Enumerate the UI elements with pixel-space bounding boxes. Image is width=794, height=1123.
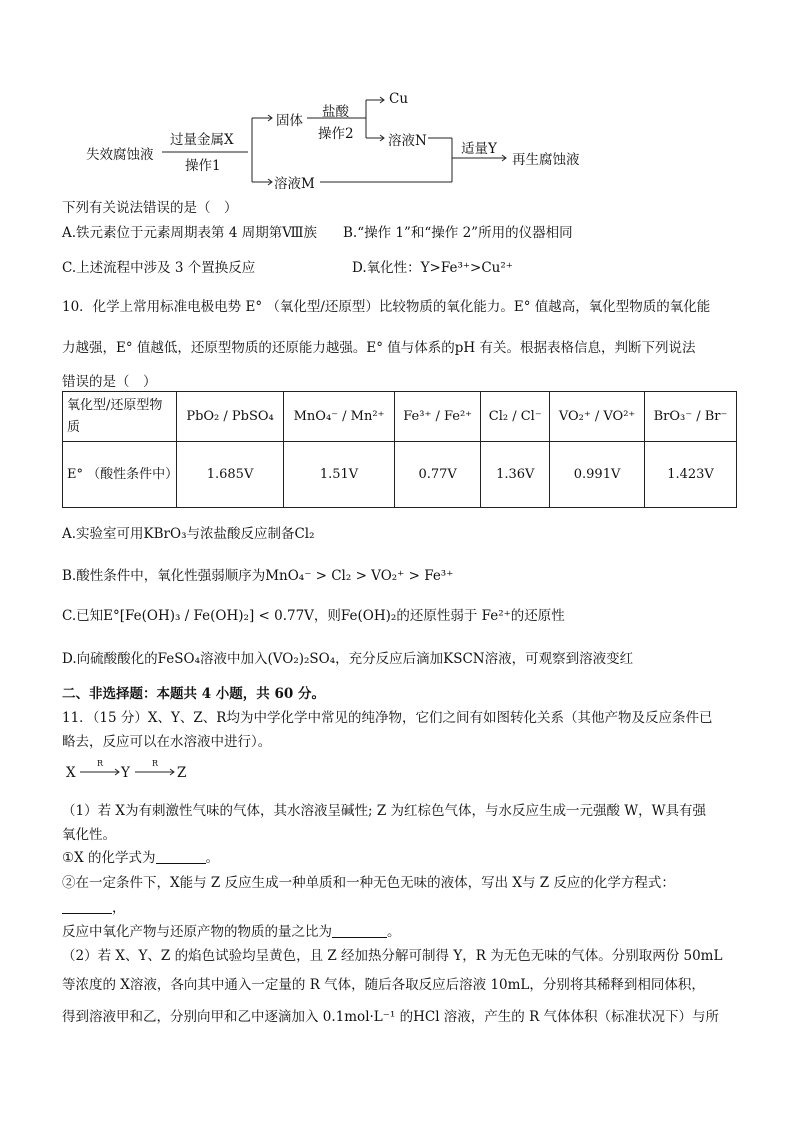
table-value-cell: 0.77V [394,442,480,508]
q11-part1-q1-end: 。 [205,850,220,866]
electrode-potential-table [62,391,737,508]
flow-solution-m-label: 溶液M [274,176,315,192]
q11-part2-line3: 得到溶液甲和乙，分别向甲和乙中逐滴加入 0.1mol·L⁻¹ 的HCl 溶液，产生的 R 气体体积（标准状况下）与所 [62,1009,720,1025]
q10-option-a: A.实验室可用KBrO₃与浓盐酸反应制备Cl₂ [62,526,315,542]
q11-part1-q2-end: ， [112,900,126,916]
answer-blank[interactable] [332,923,387,938]
flow-arrow2-top-label: 盐酸 [322,104,349,120]
table-pair-cell: Cl₂ / Cl⁻ [481,392,550,442]
table-pair-cell: Fe³⁺ / Fe²⁺ [394,392,480,442]
q11-part1-q1 [62,846,219,866]
table-row-label: E° （酸性条件中） [63,442,177,508]
q11-part1-q2-answer [62,896,126,916]
flow-solid-label: 固体 [276,113,303,129]
flow-cu-label: Cu [389,91,409,107]
q9-option-d-prefix: D.氧化性： [352,260,421,276]
flow-end-label: 再生腐蚀液 [512,152,580,168]
table-header-row [63,392,737,442]
table-value-row [63,442,737,508]
q10-stem-line2: 力越强，E° 值越低，还原型物质的还原能力越强。E° 值与体系的pH 有关。根据表格信息，判断下列说法 [62,340,696,356]
table-value-cell: 1.36V [481,442,550,508]
table-header-label: 氧化型/还原型物质 [63,392,177,442]
answer-blank[interactable] [156,849,206,864]
q9-stem: 下列有关说法错误的是（ ） [62,200,238,216]
chain-r1-label: R [97,759,104,768]
table-pair-cell: MnO₄⁻ / Mn²⁺ [284,392,395,442]
q10-option-c: C.已知E°[Fe(OH)₃ / Fe(OH)₂] < 0.77V，则Fe(OH)₂的还原性弱于 Fe²⁺的还原性 [62,608,565,624]
q11-part1-q3-end: 。 [387,924,401,940]
q10-option-d: D.向硫酸酸化的FeSO₄溶液中加入(VO₂)₂SO₄，充分反应后滴加KSCN溶液，可观察到溶液变红 [62,651,634,667]
table-pair-cell: VO₂⁺ / VO²⁺ [550,392,645,442]
table-value-cell: 1.685V [177,442,284,508]
flow-arrow3-top-label: 适量Y [461,141,497,157]
chain-y: Y [121,765,130,781]
q11-stem-line2: 略去，反应可以在水溶液中进行）。 [62,734,272,750]
q9-option-d-expression: Y>Fe³⁺>Cu²⁺ [420,260,513,276]
flow-start-label: 失效腐蚀液 [86,147,154,163]
q11-part1-line1: （1）若 X为有刺激性气味的气体，其水溶液呈碱性; Z 为红棕色气体，与水反应生成一元强酸 W，W具有强 [62,803,707,819]
q9-option-d [352,256,513,276]
q9-option-a: A.铁元素位于元素周期表第 4 周期第Ⅷ族 [62,225,317,241]
flow-arrow2-bottom-label: 操作2 [318,126,354,142]
q11-part2-line1: （2）若 X、Y、Z 的焰色试验均呈黄色，且 Z 经加热分解可制得 Y，R 为无色无味的气体。分别取两份 50mL [62,948,723,964]
section-heading: 二、非选择题：本题共 4 小题，共 60 分。 [62,686,325,702]
q11-part1-q1-text: ①X 的化学式为 [62,850,156,866]
chain-arrows [0,760,200,780]
q9-option-b: B.“操作 1”和“操作 2”所用的仪器相同 [343,225,573,241]
q11-part2-line2: 等浓度的 X溶液，各向其中通入一定量的 R 气体，随后各取反应后溶液 10mL，分别将其稀释到相同体积， [62,977,705,993]
flow-solution-n-label: 溶液N [388,133,427,149]
q11-part1-q2: ②在一定条件下，X能与 Z 反应生成一种单质和一种无色无味的液体，写出 X与 Z 反应的化学方程式： [62,875,675,891]
q11-stem-line1: 11．（15 分）X、Y、Z、R均为中学化学中常见的纯净物，它们之间有如图转化关系（其他产物及反应条件已 [62,710,713,726]
table-pair-cell: PbO₂ / PbSO₄ [177,392,284,442]
table-value-cell: 1.423V [645,442,737,508]
q11-part1-q3-text: 反应中氧化产物与还原产物的物质的量之比为 [62,924,332,940]
q9-option-c: C.上述流程中涉及 3 个置换反应 [62,260,256,276]
table-pair-cell: BrO₃⁻ / Br⁻ [645,392,737,442]
table-value-cell: 0.991V [550,442,645,508]
flow-arrow1-bottom-label: 操作1 [185,158,221,174]
q11-part1-line2: 氧化性。 [62,827,116,843]
q10-stem-line3: 错误的是（ ） [62,374,157,390]
q10-stem-line1: 10．化学上常用标准电极电势 E° （氧化型/还原型）比较物质的氧化能力。E° 值越高，氧化型物质的氧化能 [62,299,711,315]
answer-blank[interactable] [62,899,112,914]
chain-z: Z [177,765,187,781]
chain-x: X [66,765,76,781]
chain-r2-label: R [152,759,159,768]
q11-part1-q3 [62,920,401,940]
q10-option-b: B.酸性条件中，氧化性强弱顺序为MnO₄⁻ > Cl₂ > VO₂⁺ > Fe³⁺ [62,568,454,584]
flow-arrow1-top-label: 过量金属X [170,132,234,148]
table-value-cell: 1.51V [284,442,395,508]
